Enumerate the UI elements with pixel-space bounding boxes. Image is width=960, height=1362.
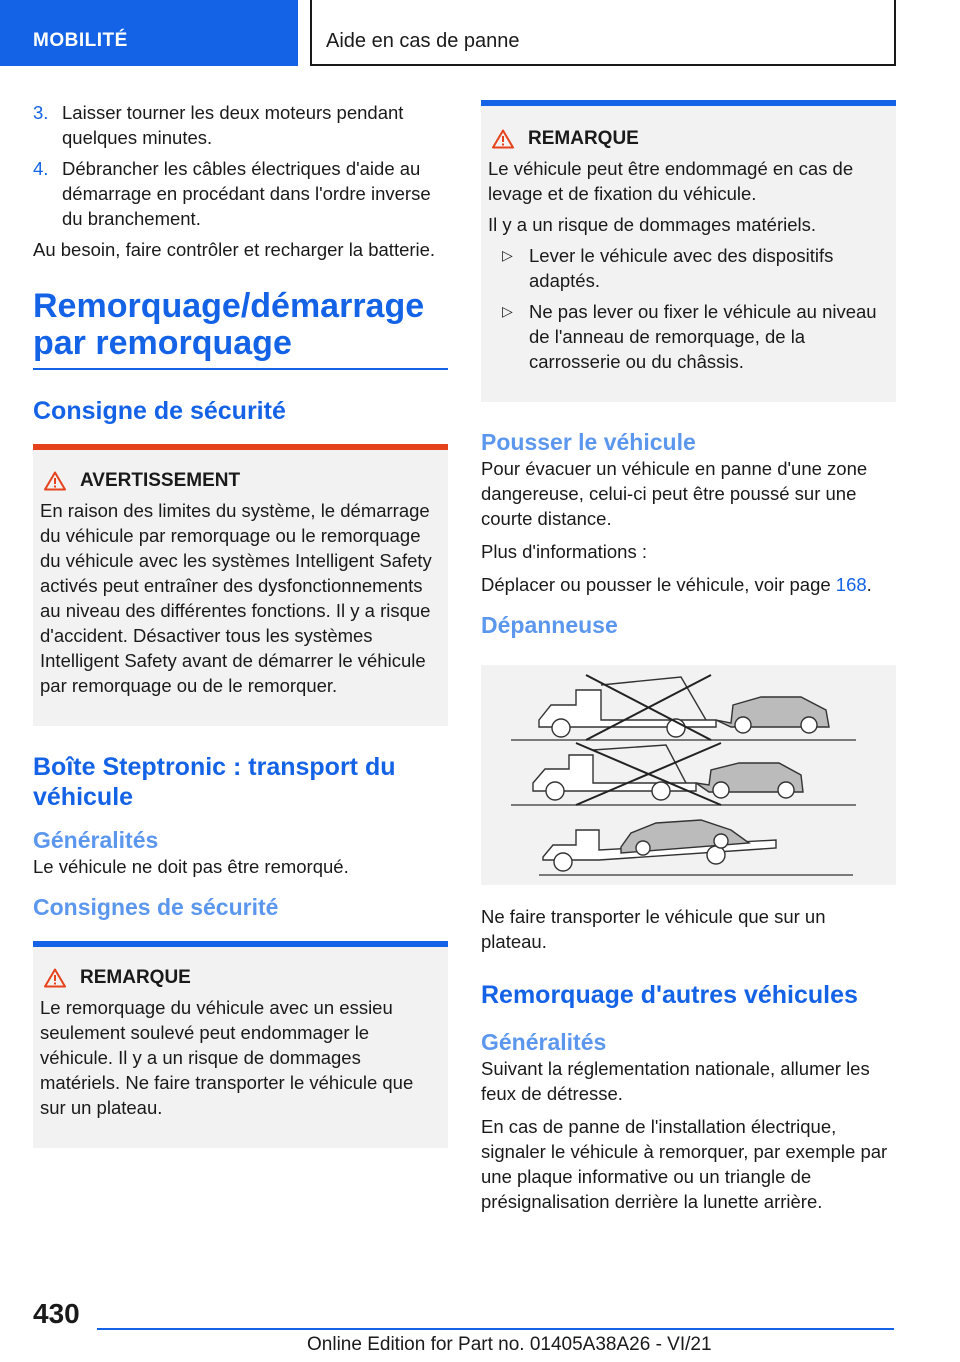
step-number: 4. — [33, 158, 49, 179]
warning-title: AVERTISSEMENT — [80, 470, 241, 491]
note-box — [481, 100, 896, 402]
warning-text: En raison des limites du système, le démarrage du véhicule par remorquage ou le remorquage du véhicule avec les systèmes Intelligent Safety activés peut entraîner des dysfonctionnements au niveau des différentes fonctions. Il y a risque d'accident. Désactiver tous les systèmes Intelligent Safety avant de démarrer le véhicule par remorquage ou de le remorquer. — [40, 500, 432, 696]
note-box — [33, 941, 448, 1148]
paragraph: Suivant la réglementation nationale, allumer les feux de détresse. — [481, 1058, 870, 1104]
subsection-heading: Généralités — [33, 827, 159, 853]
chapter-title: Aide en cas de panne — [310, 0, 896, 66]
flatbed-truck-icon — [543, 820, 776, 871]
paragraph: Ne faire transporter le véhicule que sur un plateau. — [481, 906, 826, 952]
triangle-right-icon: ▷ — [502, 303, 513, 319]
edition-info: Online Edition for Part no. 01405A38A26 - VI/21 — [307, 1334, 712, 1355]
subsection-heading: Dépanneuse — [481, 612, 618, 638]
list-item — [488, 299, 889, 374]
subsection-heading: Pousser le véhicule — [481, 429, 696, 455]
step-text: Débrancher les câbles électriques d'aide au démarrage en procédant dans l'ordre inverse du branchement. — [62, 158, 431, 229]
warning-triangle-icon — [492, 129, 514, 149]
note-title: REMARQUE — [80, 967, 191, 988]
note-title-row — [488, 128, 889, 150]
note-text: Le remorquage du véhicule avec un essieu seulement soulevé peut endommager le véhicule. Il y a un risque de dommages matériels. Ne faire transporter le véhicule que sur un plateau. — [40, 997, 414, 1118]
warning-triangle-icon — [44, 968, 66, 988]
bullet-text: Ne pas lever ou fixer le véhicule au niveau de l'anneau de remorquage, de la carrosserie ou du châssis. — [529, 301, 877, 372]
page-link[interactable]: 168 — [835, 574, 867, 595]
paragraph: En cas de panne de l'installation électrique, signaler le véhicule à remorquer, par exemple par une plaque informative ou un triangle de présignalisation derrière la lunette arrière. — [481, 1116, 888, 1212]
towing-illustration — [481, 665, 896, 885]
warning-box — [33, 444, 448, 726]
left-column — [33, 100, 448, 1148]
step-number: 3. — [33, 102, 49, 123]
paragraph: Plus d'informations : — [481, 541, 647, 562]
section-heading: Boîte Steptronic : transport du véhicule — [33, 753, 396, 811]
page-number: 430 — [33, 1298, 80, 1329]
list-item — [33, 100, 448, 150]
paragraph: Le véhicule ne doit pas être remorqué. — [33, 856, 349, 877]
sentence-end: . — [866, 574, 872, 595]
warning-triangle-icon — [44, 471, 66, 491]
list-item — [488, 243, 889, 293]
right-column — [481, 100, 896, 1222]
cross-mark-icon — [586, 675, 711, 740]
note-title-row — [40, 967, 441, 989]
subsection-heading: Consignes de sécurité — [33, 894, 279, 920]
section-heading: Remorquage d'autres véhicules — [481, 981, 858, 1009]
warning-title-row — [40, 470, 441, 492]
section-tab: MOBILITÉ — [0, 0, 298, 66]
bullet-text: Lever le véhicule avec des dispositifs adaptés. — [529, 245, 834, 291]
paragraph — [481, 572, 896, 597]
tow-truck-icon — [539, 677, 829, 737]
note-title: REMARQUE — [528, 128, 639, 149]
note-text: Il y a un risque de dommages matériels. — [488, 214, 817, 235]
list-item — [33, 156, 448, 231]
paragraph: Pour évacuer un véhicule en panne d'une zone dangereuse, celui-ci peut être poussé sur une courte distance. — [481, 458, 868, 529]
footer-divider — [97, 1328, 894, 1330]
section-heading: Consigne de sécurité — [33, 397, 286, 425]
cross-mark-icon — [576, 743, 721, 805]
triangle-right-icon: ▷ — [502, 247, 513, 263]
cross-reference-text: Déplacer ou pousser le véhicule, voir page — [481, 574, 831, 595]
main-heading: Remorquage/démarrage par remorquage — [33, 288, 448, 370]
page-header — [0, 0, 960, 66]
note-text: Le véhicule peut être endommagé en cas de levage et de fixation du véhicule. — [488, 158, 854, 204]
step-text: Laisser tourner les deux moteurs pendant quelques minutes. — [62, 102, 404, 148]
tow-truck-icon — [533, 745, 803, 800]
subsection-heading: Généralités — [481, 1029, 607, 1055]
paragraph: Au besoin, faire contrôler et recharger la batterie. — [33, 239, 436, 260]
